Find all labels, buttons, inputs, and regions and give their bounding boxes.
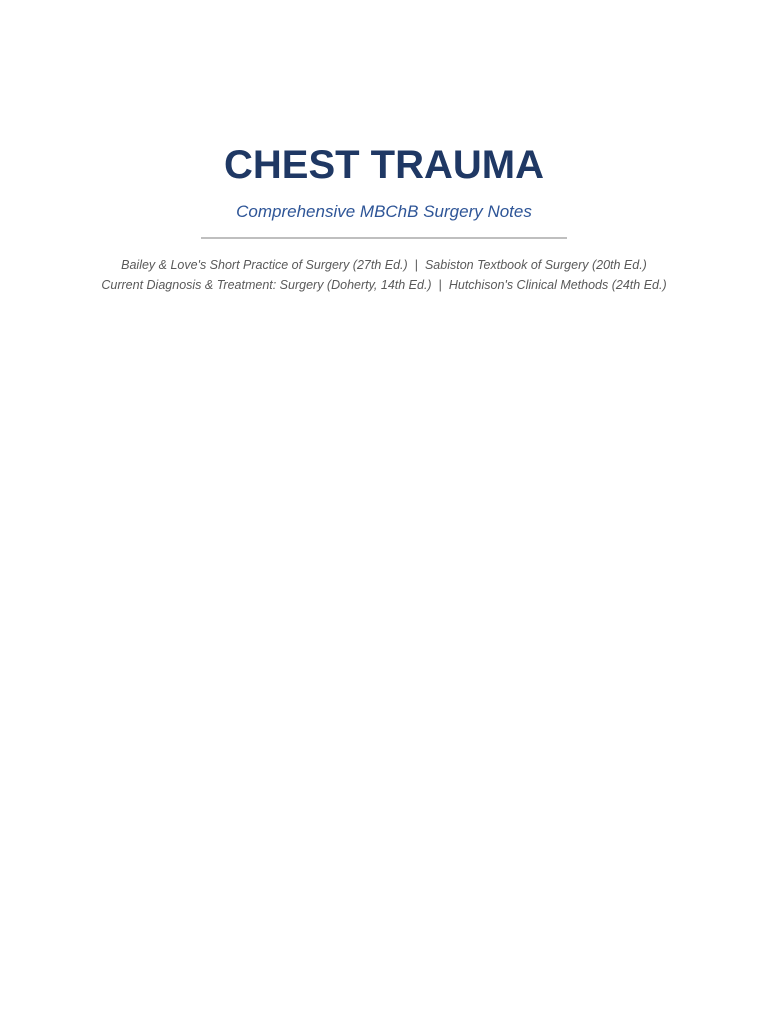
reference-line-2 — [0, 275, 768, 295]
title-block — [0, 141, 768, 295]
reference-current-diagnosis: Current Diagnosis & Treatment: Surgery (Doherty, 14th Ed.) — [101, 278, 432, 292]
reference-hutchison: Hutchison's Clinical Methods (24th Ed.) — [448, 278, 667, 292]
document-subtitle: Comprehensive MBChB Surgery Notes — [236, 202, 532, 221]
document-title: CHEST TRAUMA — [224, 143, 544, 187]
reference-bailey-love: Bailey & Love's Short Practice of Surgery (27th Ed.) — [121, 258, 408, 272]
reference-sabiston: Sabiston Textbook of Surgery (20th Ed.) — [424, 258, 647, 272]
references-block — [0, 255, 768, 295]
reference-separator: | — [438, 278, 442, 292]
reference-line-1 — [0, 255, 768, 275]
title-divider — [201, 237, 567, 239]
reference-separator: | — [414, 258, 418, 272]
